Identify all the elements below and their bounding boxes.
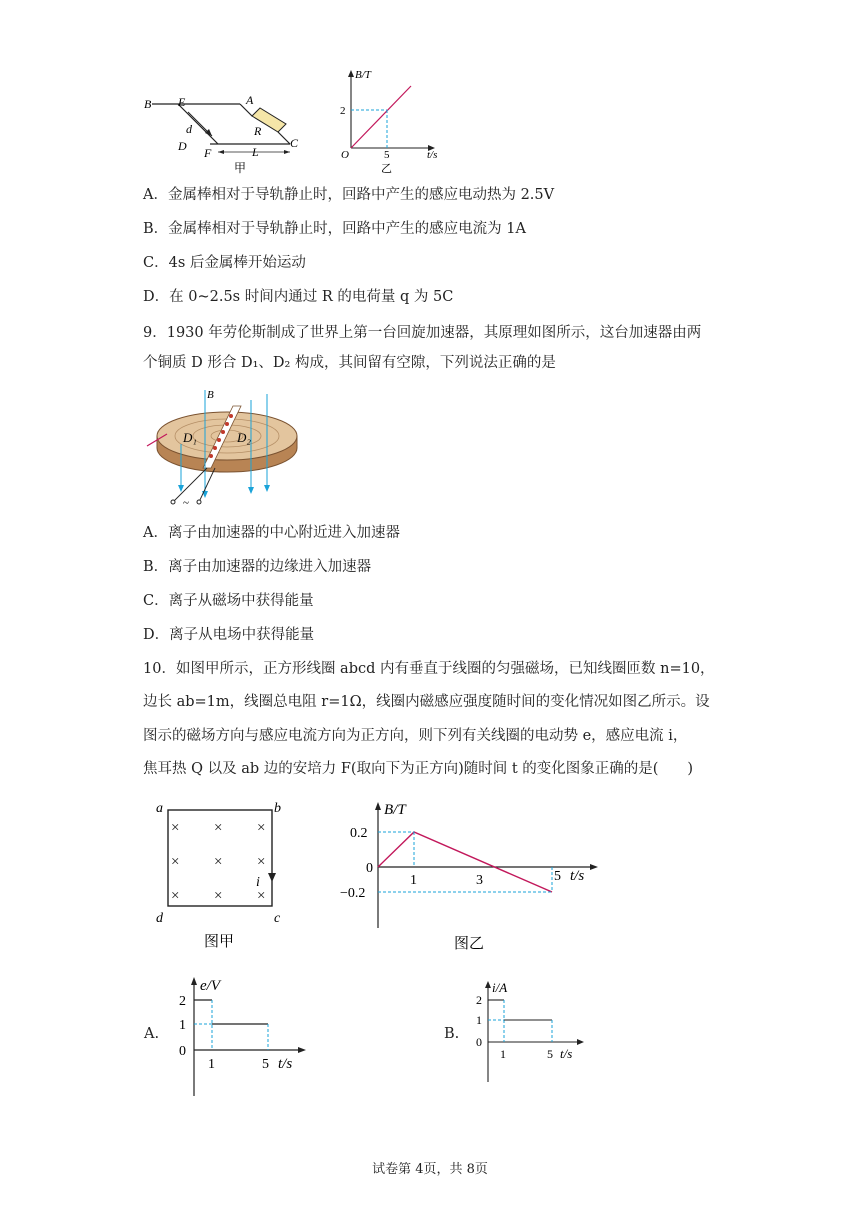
opta-x1: 1: [208, 1057, 215, 1072]
yi-xtick-5: 5: [384, 149, 390, 161]
opta-y2: 2: [179, 994, 186, 1009]
label-B: B: [144, 97, 152, 111]
figure-coil-jia: [150, 796, 290, 956]
q9-stem-line2: 个铜质 D 形合 D₁、D₂ 构成，其间留有空隙，下列说法正确的是: [143, 355, 556, 371]
tuyi-xtick-3: 3: [476, 873, 483, 888]
figure-bt-graph-tu-yi: [330, 800, 600, 960]
q10-stem-line4: 焦耳热 Q 以及 ab 边的安培力 F(取向下为正方向)随时间 t 的变化图象正确的是( ): [143, 761, 694, 777]
yi-origin: O: [341, 149, 349, 161]
label-R: R: [254, 124, 262, 138]
label-L: L: [252, 145, 259, 159]
coil-c: c: [274, 911, 281, 926]
svg-text:×: ×: [257, 888, 266, 904]
opta-y0: 0: [179, 1044, 186, 1059]
figure-cyclotron: [143, 384, 308, 506]
svg-text:×: ×: [214, 820, 223, 836]
optb-y0: 0: [476, 1035, 482, 1049]
label-E: E: [178, 95, 186, 109]
q8-option-b: B．金属棒相对于导轨静止时，回路中产生的感应电流为 1A: [143, 221, 526, 237]
cyclotron-D2: D₂: [237, 430, 251, 445]
svg-text:×: ×: [171, 854, 180, 870]
cyclotron-B: B: [207, 389, 214, 401]
optb-x5: 5: [547, 1047, 553, 1061]
opta-xlabel: t/s: [278, 1056, 293, 1072]
cyclotron-D1: D₁: [183, 430, 197, 445]
q9-option-c: C．离子从磁场中获得能量: [143, 593, 314, 609]
yi-ytick-2: 2: [340, 105, 346, 117]
figure-bt-graph-yi: [335, 68, 450, 178]
option-a-graph: [168, 974, 308, 1099]
label-C: C: [290, 136, 299, 150]
label-F: F: [204, 146, 212, 160]
svg-text:×: ×: [171, 888, 180, 904]
q10-option-b-label: B.: [444, 1026, 460, 1042]
label-d: d: [186, 122, 192, 136]
yi-ylabel: B/T: [355, 69, 371, 81]
q10-stem-line2: 边长 ab=1m，线圈总电阻 r=1Ω，线圈内磁感应强度随时间的变化情况如图乙所示。设: [143, 694, 710, 710]
q10-stem-line1: 10．如图甲所示，正方形线圈 abcd 内有垂直于线圈的匀强磁场，已知线圈匝数 n=10，: [143, 661, 715, 677]
cyclotron-ac: ~: [183, 497, 189, 506]
label-D: D: [178, 139, 187, 153]
optb-ylabel: i/A: [492, 980, 508, 995]
q10-option-a-label: A.: [144, 1026, 160, 1042]
svg-text:×: ×: [171, 820, 180, 836]
q8-option-a: A．金属棒相对于导轨静止时，回路中产生的感应电动热为 2.5V: [143, 187, 555, 203]
q8-option-c: C．4s 后金属棒开始运动: [143, 255, 306, 271]
label-A: A: [246, 93, 254, 107]
svg-text:×: ×: [257, 820, 266, 836]
opta-y1: 1: [179, 1018, 186, 1033]
caption-tu-jia: 图甲: [204, 934, 235, 950]
svg-text:×: ×: [214, 888, 223, 904]
option-b-graph: [470, 978, 590, 1086]
coil-d: d: [156, 911, 163, 926]
svg-text:×: ×: [257, 854, 266, 870]
optb-xlabel: t/s: [560, 1046, 573, 1061]
figure-rails-jia: [140, 88, 315, 178]
optb-x1: 1: [500, 1047, 506, 1061]
yi-xlabel: t/s: [427, 149, 438, 161]
caption-jia: 甲: [234, 161, 247, 175]
tuyi-ytick-neg02: −0.2: [340, 886, 366, 901]
opta-ylabel: e/V: [200, 978, 220, 994]
tuyi-xtick-1: 1: [410, 873, 417, 888]
coil-b: b: [274, 801, 281, 816]
optb-y2: 2: [476, 993, 482, 1007]
svg-text:×: ×: [214, 854, 223, 870]
q9-option-b: B．离子由加速器的边缘进入加速器: [143, 559, 372, 575]
tuyi-ylabel: B/T: [384, 802, 406, 818]
caption-yi: 乙: [381, 163, 392, 175]
q8-option-d: D．在 0~2.5s 时间内通过 R 的电荷量 q 为 5C: [143, 289, 454, 305]
coil-a: a: [156, 801, 163, 816]
q9-stem-line1: 9．1930 年劳伦斯制成了世界上第一台回旋加速器，其原理如图所示，这台加速器由两: [143, 325, 702, 341]
tuyi-xtick-5: 5: [554, 869, 561, 884]
opta-x5: 5: [262, 1057, 269, 1072]
q9-option-a: A．离子由加速器的中心附近进入加速器: [143, 525, 400, 541]
coil-i: i: [256, 875, 260, 890]
optb-y1: 1: [476, 1013, 482, 1027]
page-footer: 试卷第 4页，共 8页: [372, 1162, 488, 1177]
q9-option-d: D．离子从电场中获得能量: [143, 627, 315, 643]
tuyi-ytick-0: 0: [366, 861, 373, 876]
q10-stem-line3: 图示的磁场方向与感应电流方向为正方向，则下列有关线圈的电动势 e，感应电流 i，: [143, 728, 688, 744]
caption-tu-yi: 图乙: [454, 936, 485, 952]
tuyi-xlabel: t/s: [570, 868, 585, 884]
tuyi-ytick-02: 0.2: [350, 826, 368, 841]
